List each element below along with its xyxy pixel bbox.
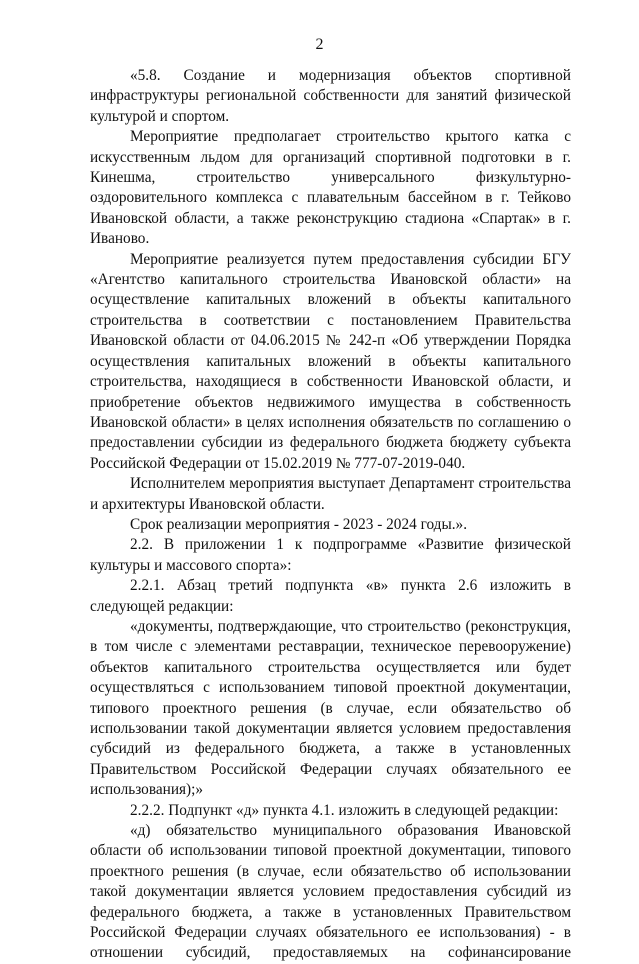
paragraph-subitem-d: «д) обязательство муниципального образования Ивановской области об использовании типовой проектной документации, типового проектного решения (в случае, если обязательство об использовании такой документации является условием предоставления субсидий из федерального бюджета, а также в установленных Правительством Российской Федерации случаях обязательного ее использования) - в отношении субсидий, предоставляемых на софинансирование [90, 822, 571, 962]
page-number: 2 [315, 36, 324, 53]
paragraph-event-description: Мероприятие предполагает строительство крытого катка с искусственным льдом для организаций спортивной подготовки в г. Кинешма, строительство универсального физкультурно-оздоровительного комплекса с плавательным бассейном в г. Тейково Ивановской области, а также реконструкцию стадиона «Спартак» в г. Иваново. [90, 128, 571, 248]
paragraph-2-2: 2.2. В приложении 1 к подпрограмме «Развитие физической культуры и массового спорта»: [90, 536, 571, 574]
paragraph-implementation-period: Срок реализации мероприятия - 2023 - 2024 годы.». [130, 515, 468, 533]
paragraph-5-8-heading: «5.8. Создание и модернизация объектов спортивной инфраструктуры региональной собственности для занятий физической культурой и спортом. [90, 67, 571, 125]
paragraph-2-2-1: 2.2.1. Абзац третий подпункта «в» пункта 2.6 изложить в следующей редакции: [90, 577, 571, 615]
document-body [90, 66, 571, 964]
paragraph-executor: Исполнителем мероприятия выступает Департамент строительства и архитектуры Ивановской области. [90, 475, 571, 513]
paragraph-subsidy-implementation: Мероприятие реализуется путем предоставления субсидии БГУ «Агентство капитального строительства Ивановской области» на осуществление капитальных вложений в объекты капитального строительства в соответствии с постановлением Правительства Ивановской области от 04.06.2015 № 242-п «Об утверждении Порядка осуществления капитальных вложений в объекты капитального строительства, находящиеся в собственности Ивановской области, и приобретение объектов недвижимого имущества в собственность Ивановской области» в целях исполнения обязательств по соглашению о предоставлении субсидии из федерального бюджета бюджету субъекта Российской Федерации от 15.02.2019 № 777-07-2019-040. [90, 250, 571, 472]
paragraph-documents-quote: «документы, подтверждающие, что строительство (реконструкция, в том числе с элементами реставрации, техническое перевооружение) объектов капитального строительства осуществляется или будет осуществляться с использованием типовой проектной документации, типового проектного решения (в случае, если обязательство об использовании такой документации является условием предоставления субсидий из федерального бюджета, а также в установленных Правительством Российской Федерации случаях обязательного ее использования);» [90, 617, 571, 799]
paragraph-2-2-2: 2.2.2. Подпункт «д» пункта 4.1. изложить в следующей редакции: [130, 801, 559, 819]
